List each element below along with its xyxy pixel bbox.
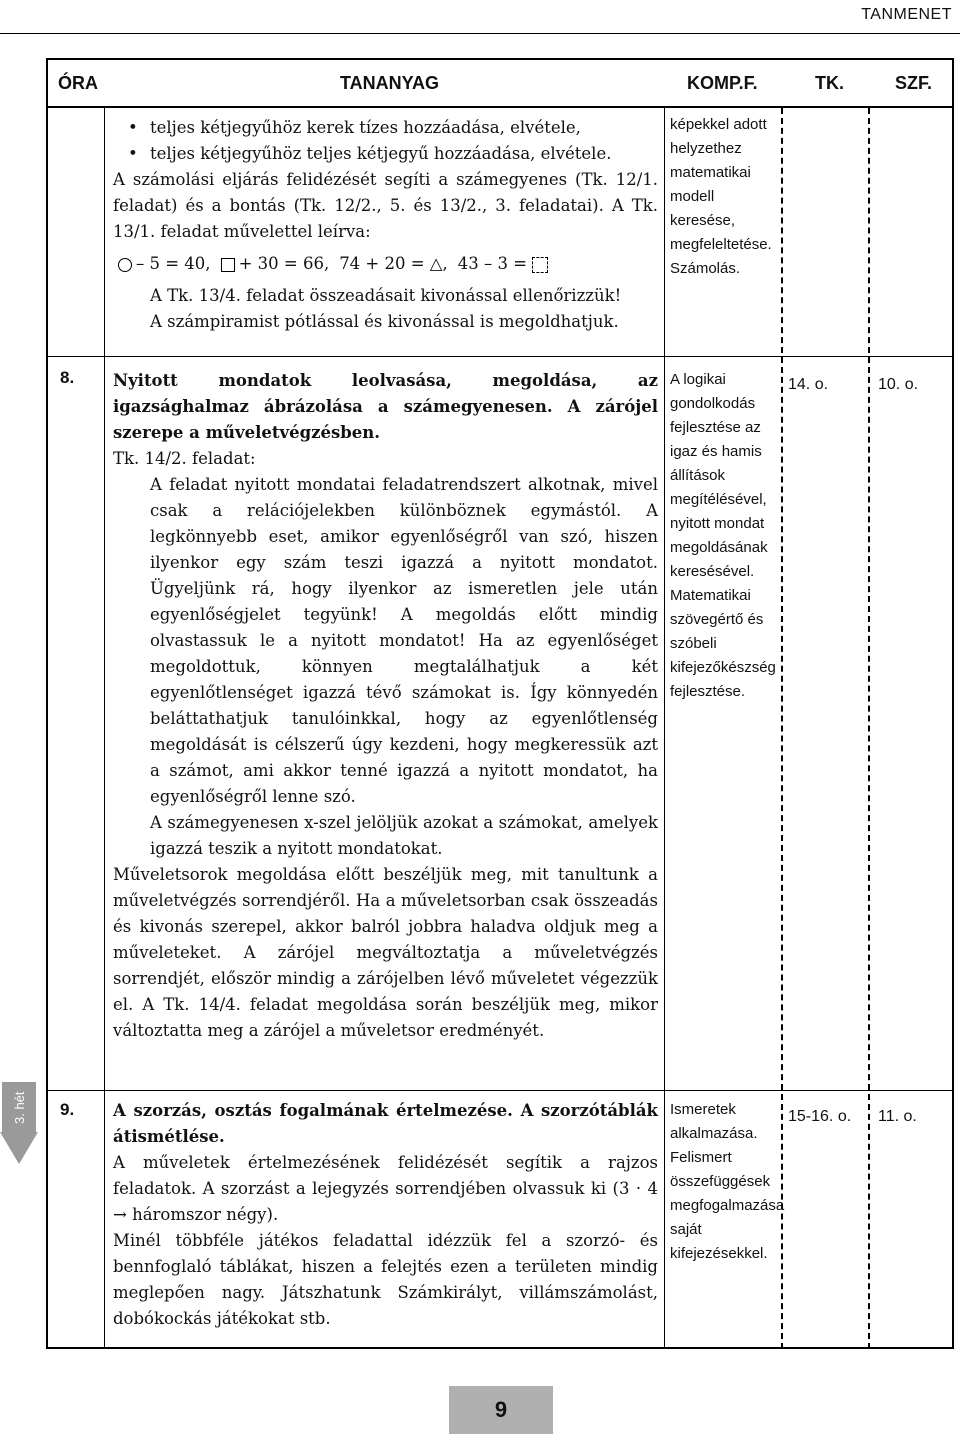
row-separator: [48, 1090, 952, 1091]
lesson-content: [113, 368, 658, 1044]
paragraph: Műveletsorok megoldása előtt beszéljük meg, mit tanultunk a műveletvégzés sorrendjéről. Ha a műveletsorban csak összeadás és kivonás szerepel, akkor balról jobbra haladva oldjuk meg a műveleteket. A zárójel megváltoztatja a műveletvégzés sorrendjét, először mindig a zárójelben lévő műveletet végezzük el. A Tk. 14/4. feladat megoldása során beszéljük meg, mikor változtatta meg a zárójel a műveletsor eredményét.: [113, 865, 658, 1040]
list-item: • teljes kétjegyűhöz teljes kétjegyű hozzáadása, elvétele.: [150, 141, 658, 167]
square-icon: [221, 258, 235, 272]
top-rule: [0, 33, 960, 34]
row-separator: [48, 356, 952, 357]
paragraph: A műveletek értelmezésének felidézését segítik a rajzos feladatok. A szorzást a lejegyzés sorrendjében olvassuk ki (3 · 4 → háromszor négy).: [113, 1153, 658, 1224]
competence-text: Ismeretek alkalmazása. Felismert összefüggések megfogalmazása saját kifejezésekkel.: [670, 1101, 785, 1262]
list-item: • teljes kétjegyűhöz kerek tízes hozzáadása, elvétele,: [150, 115, 658, 141]
paragraph: A Tk. 13/4. feladat összeadásait kivonással ellenőrizzük!: [150, 286, 622, 305]
equation-text: 43 – 3 =: [457, 254, 528, 273]
workbook-page: 11. o.: [878, 1108, 917, 1125]
col-divider-tananyag: [664, 108, 665, 1349]
header-szf: SZF.: [895, 73, 933, 93]
paragraph: A számegyenesen x-szel jelöljük azokat a számokat, amelyek igazzá teszik a nyitott mondatokat.: [150, 813, 658, 858]
arrow-down-icon: [0, 1132, 38, 1164]
textbook-page: 14. o.: [788, 376, 829, 393]
col-divider-ora: [104, 108, 105, 1349]
header-ora: ÓRA: [58, 73, 98, 93]
equation-text: – 5 = 40,: [136, 254, 211, 273]
running-head: TANMENET: [861, 6, 952, 23]
week-tab: 3. hét: [2, 1082, 36, 1132]
equation-text: + 30 = 66,: [238, 254, 330, 273]
dotted-square-icon: [532, 257, 548, 273]
paragraph: A számolási eljárás felidézését segíti a számegyenes (Tk. 12/1. feladat) és a bontás (Tk. 12/2., 5. és 13/2., 3. feladatai). A Tk. 13/1. feladat művelettel leírva:: [113, 170, 658, 241]
header-komp: KOMP.F.: [687, 73, 758, 93]
header-tananyag: TANANYAG: [340, 73, 440, 93]
page-number: 9: [449, 1386, 553, 1434]
equation-line: [113, 251, 658, 277]
circle-icon: [118, 258, 132, 272]
lesson-title: Nyitott mondatok leolvasása, megoldása, az igazsághalmaz ábrázolása a számegyenesen. A zárójel szerepe a műveletvégzésben.: [113, 371, 658, 442]
task-reference: Tk. 14/2. feladat:: [113, 449, 256, 468]
lesson-number: 8.: [60, 368, 75, 387]
table-header: [46, 58, 954, 108]
competence-text: A logikai gondolkodás fejlesztése az igaz és hamis állítások megítélésével, nyitott mondat megoldásának keresésével. Matematikai szövegértő és szóbeli kifejezőkészség fejlesztése.: [670, 371, 776, 700]
lesson-number: 9.: [60, 1100, 75, 1119]
paragraph: Minél többféle játékos feladattal idézzük fel a szorzó- és bennfoglaló táblákat, hiszen a felejtés ezen a területen mindig meglepően nagy. Játszhatunk Számkirályt, villámszámolást, dobókockás játékokat stb.: [113, 1231, 658, 1328]
header-tk: TK.: [815, 73, 844, 93]
bullet-list: [113, 115, 658, 167]
paragraph: A számpiramist pótlással és kivonással is megoldhatjuk.: [150, 312, 619, 331]
competence-text: képekkel adott helyzethez matematikai modell keresése, megfeleltetése. Számolás.: [670, 116, 772, 277]
paragraph: A feladat nyitott mondatai feladatrendszert alkotnak, mivel csak a relációjelekben különböznek egymástól. A legkönnyebb eset, amikor egyenlőségről van szó, hiszen ilyenkor egy szám teszi igazzá a nyitott mondatot. Ügyeljünk rá, hogy ilyenkor az ismeretlen jele után egyenlőségjelet tegyünk! A megoldás előtt mindig olvastassuk le a nyitott mondatot! Ha az egyenlőséget megoldottuk, könnyen megtalálhatjuk a két egyenlőtlenséget igazzá tévő számokat is. Így könnyedén beláttathatjuk tanulóinkkal, hogy az egyenlőtlenség megoldását is célszerű úgy kezdeni, hogy megkeressük azt a számot, ami akkor tenné igazzá a nyitott mondatot, ha egyenlőségről lenne szó.: [150, 475, 658, 806]
lesson-content: [113, 1098, 658, 1332]
equation-text: 74 + 20 = △,: [339, 254, 448, 273]
row-continued-content: [113, 115, 658, 335]
lesson-title: A szorzás, osztás fogalmának értelmezése. A szorzótáblák átismétlése.: [113, 1101, 658, 1146]
col-divider-tk: [868, 108, 870, 1349]
workbook-page: 10. o.: [878, 376, 919, 393]
textbook-page: 15-16. o.: [788, 1108, 852, 1125]
